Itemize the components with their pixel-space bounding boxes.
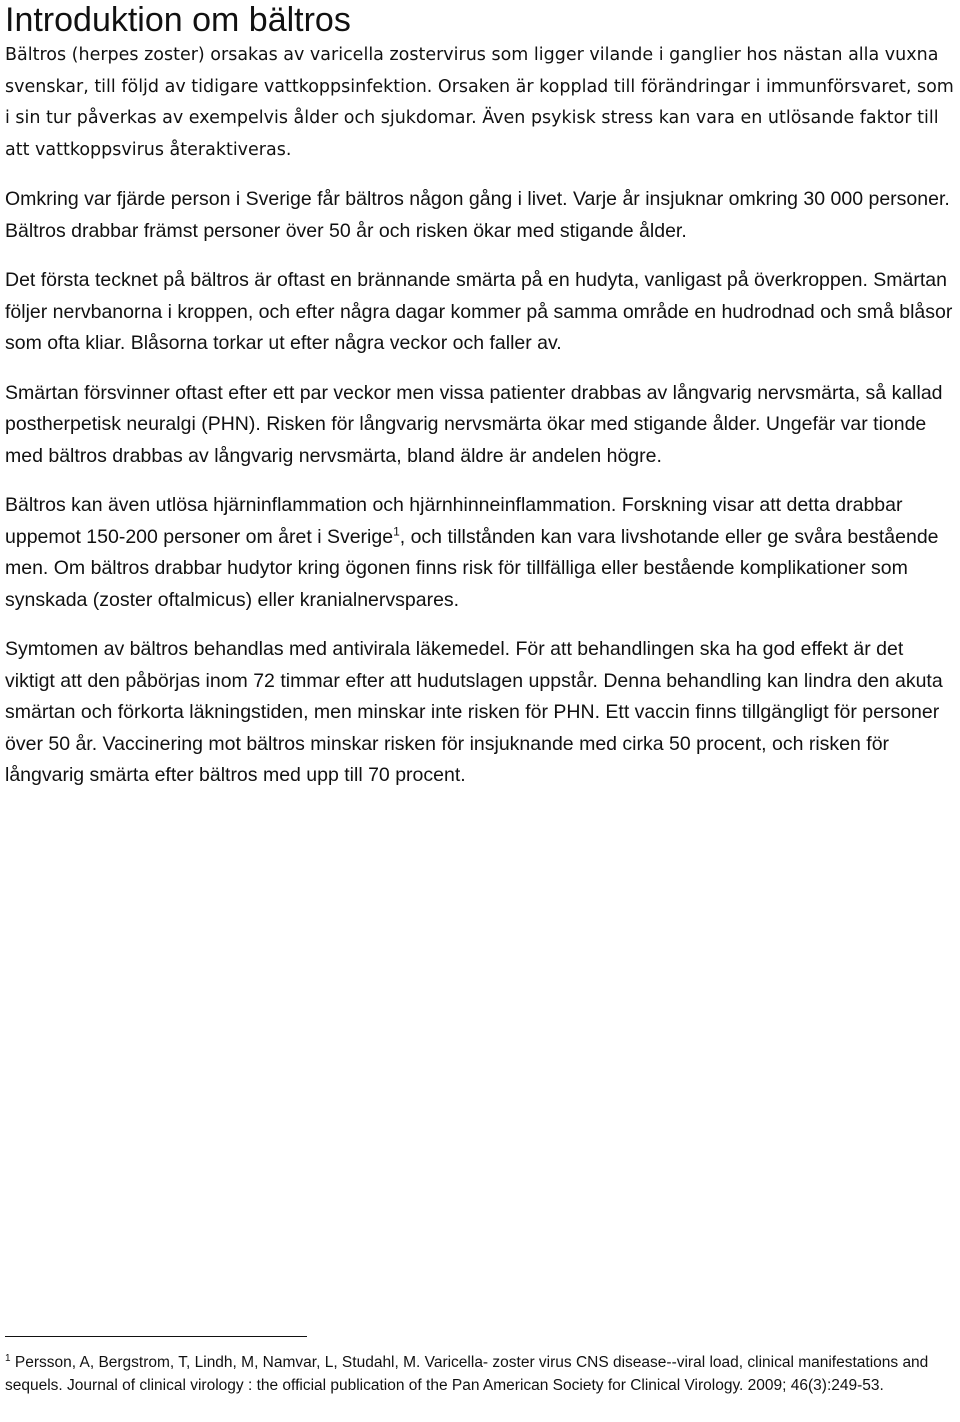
footnote-text: Persson, A, Bergstrom, T, Lindh, M, Namvar, L, Studahl, M. Varicella- zoster virus CNS disease--viral load, clinical manifestations and sequels. Journal of clinical virology : the official publication of the Pan American Society for Clinical Virology. 2009; 46(3):249-53. — [5, 1354, 929, 1394]
complications-text-end: , och tillstånden kan vara livshotande eller ge svåra bestående men. Om bältros drabbar hudytor kring ögonen finns risk för tillfälliga eller bestående komplikationer som synskada (zoster oftalmicus) eller kranialnervspares. — [5, 525, 939, 611]
document-page — [5, 0, 957, 792]
complications-text-start: Bältros kan även utlösa hjärninflammation och hjärnhinneinflammation. Forskning visar att detta drabbar uppemot 150-200 personer om året i Sverige — [5, 494, 903, 548]
footnote-section — [5, 1336, 945, 1397]
footnote-reference[interactable]: 1 — [393, 524, 400, 538]
paragraph-prevalence: Omkring var fjärde person i Sverige får bältros någon gång i livet. Varje år insjuknar omkring 30 000 personer. Bältros drabbar främst personer över 50 år och risken ökar med stigande ålder. — [5, 188, 950, 242]
paragraph-treatment: Symtomen av bältros behandlas med antivirala läkemedel. För att behandlingen ska ha god effekt är det viktigt att den påbörjas inom 72 timmar efter att hudutslagen uppstår. Denna behandling kan lindra den akuta smärtan och förkorta läkningstiden, men minskar inte risken för PHN. Ett vaccin finns tillgängligt för personer över 50 år. Vaccinering mot bältros minskar risken för insjuknande med cirka 50 procent, och risken för långvarig smärta efter bältros med upp till 70 procent. — [5, 638, 943, 786]
paragraph-symptoms: Det första tecknet på bältros är oftast en brännande smärta på en hudyta, vanligast på överkroppen. Smärtan följer nervbanorna i kroppen, och efter några dagar kommer på samma område en hudrodnad och små blåsor som ofta kliar. Blåsorna torkar ut efter några veckor och faller av. — [5, 269, 953, 354]
paragraph-complications — [5, 490, 957, 616]
page-title: Introduktion om bältros — [5, 1, 351, 39]
paragraph-intro: Bältros (herpes zoster) orsakas av varicella zostervirus som ligger vilande i ganglier hos nästan alla vuxna svenskar, till följd av tidigare vattkoppsinfektion. Orsaken är kopplad till förändringar i immunförsvaret, som i sin tur påverkas av exempelvis ålder och sjukdomar. Även psykisk stress kan vara en utlösande faktor till att vattkoppsvirus återaktiveras. — [5, 45, 954, 160]
footnote-marker: 1 — [5, 1352, 11, 1364]
footnote-divider — [5, 1336, 307, 1337]
footnote — [5, 1351, 945, 1397]
paragraph-phn: Smärtan försvinner oftast efter ett par veckor men vissa patienter drabbas av långvarig nervsmärta, så kallad postherpetisk neuralgi (PHN). Risken för långvarig nervsmärta ökar med stigande ålder. Ungefär var tionde med bältros drabbas av långvarig nervsmärta, bland äldre är andelen högre. — [5, 381, 943, 467]
